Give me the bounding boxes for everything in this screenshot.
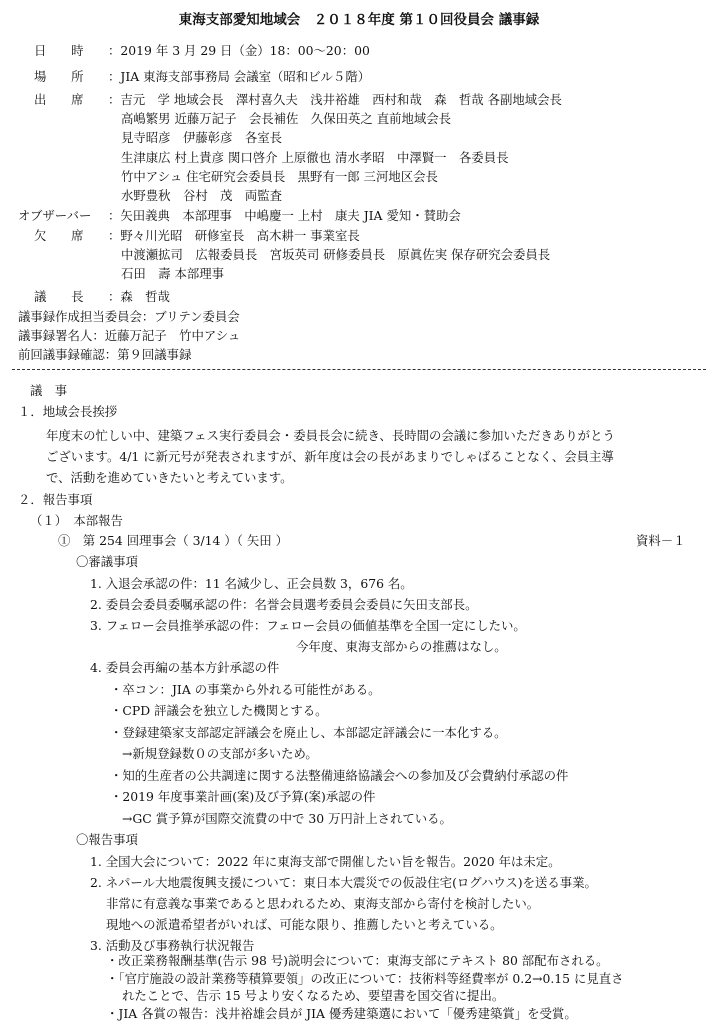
chair-value: ：森 哲哉: [108, 289, 170, 304]
agenda-heading: 議 事: [30, 383, 68, 398]
minutes-signers: 議事録署名人：近藤万記子 竹中アシュ: [18, 328, 241, 343]
attendees-line: 生津康広 村上貴彦 関口啓介 上原徹也 清水孝昭 中澤賢一 各委員長: [121, 150, 509, 165]
previous-minutes: 前回議事録確認：第９回議事録: [18, 347, 192, 362]
place-value: ：JIA 東海支部事務局 会議室（昭和ビル５階）: [108, 69, 371, 84]
absent-line: ：野々川光昭 研修室長 高木耕一 事業室長: [108, 228, 360, 243]
activity-bullet: ・改正業務報酬基準(告示 98 号)説明会について：東海支部にテキスト 80 部配布される。: [106, 953, 609, 968]
report-heading: 〇報告事項: [76, 832, 138, 847]
reorg-bullet: ・知的生産者の公共調達に関する法整備連絡協議会への参加及び会費納付承認の件: [110, 768, 569, 783]
reorg-bullet: →新規登録数０の支部が多いため。: [122, 746, 318, 761]
section-1-text: で、活動を進めていきたいと考えています。: [46, 470, 293, 485]
activity-bullet: れたことで、告示 15 号より安くなるため、要望書を国交省に提出。: [122, 988, 505, 1003]
activity-bullet: ・JIA 各賞の報告：浅井裕雄会員が JIA 優秀建築選において「優秀建築賞」を受賞。: [106, 1005, 577, 1021]
deliberation-item: 4. 委員会再編の基本方針承認の件: [90, 660, 280, 675]
reorg-bullet: →GC 賞予算が国際交流費の中で 30 万円計上されている。: [122, 811, 452, 826]
attendees-line: 高嶋繁男 近藤万記子 会長補佐 久保田英之 直前地域会長: [121, 111, 452, 126]
chair-label: 議 長: [34, 289, 84, 304]
reorg-bullet: ・2019 年度事業計画(案)及び予算(案)承認の件: [110, 789, 376, 804]
item-1-heading: ① 第 254 回理事会（ 3/14 ）（ 矢田 ）: [58, 533, 288, 548]
reorg-bullet: ・CPD 評議会を独立した機関とする。: [110, 703, 328, 718]
attendees-label: 出 席: [34, 92, 84, 107]
date-value: ：2019 年 3 月 29 日（金）18：00～20：00: [108, 43, 370, 58]
absent-line: 中渡瀬拡司 広報委員長 宮坂英司 研修委員長 原眞佐実 保存研究会委員長: [121, 247, 551, 262]
deliberation-item: 3. フェロー会員推挙承認の件：フェロー会員の価値基準を全国一定にしたい。: [90, 618, 526, 633]
deliberation-item: 今年度、東海支部からの推薦はなし。: [296, 639, 507, 654]
attendees-line: ：吉元 学 地域会長 澤村喜久夫 浅井裕雄 西村和哉 森 哲哉 各副地域会長: [108, 92, 562, 107]
observer-value: ：矢田義典 本部理事 中嶋慶一 上村 康夫 JIA 愛知・賛助会: [108, 208, 461, 223]
report-item: 非常に有意義な事業であると思われるため、東海支部から寄付を検討したい。: [106, 896, 540, 911]
place-label: 場 所: [34, 69, 84, 84]
deliberation-heading: 〇審議事項: [76, 554, 138, 569]
reorg-bullet: ・登録建築家支部認定評議会を廃止し、本部認定評議会に一本化する。: [110, 725, 507, 740]
section-2-heading: ２．報告事項: [18, 492, 93, 507]
activity-bullet: ・「官庁施設の設計業務等積算要領」の改正について：技術料等経費率が 0.2→0.15 に見直さ: [106, 970, 624, 986]
attendees-line: 水野豊秋 谷村 茂 両監査: [121, 188, 283, 203]
document-title: 東海支部愛知地域会 ２０１８年度 第１０回役員会 議事録: [178, 12, 540, 28]
absent-line: 石田 壽 本部理事: [121, 266, 225, 281]
absent-label: 欠 席: [34, 228, 84, 243]
attendees-line: 見寺昭彦 伊藤彰彦 各室長: [121, 130, 283, 145]
reorg-bullet: ・卒コン：JIA の事業から外れる可能性がある。: [110, 682, 381, 697]
dashed-separator: [12, 369, 706, 370]
deliberation-item: 1. 入退会承認の件：11 名減少し、正会員数 3，676 名。: [90, 576, 413, 591]
section-1-text: 年度末の忙しい中、建築フェス実行委員会・委員長会に続き、長時間の会議に参加いただきありがとう: [46, 428, 615, 443]
section-1-text: ございます。4/1 に新元号が発表されますが、新年度は会の長があまりでしゃばることなく、会員主導: [46, 449, 614, 464]
subsection-heading: （１） 本部報告: [30, 513, 123, 528]
date-label: 日 時: [34, 43, 84, 58]
report-item: 3. 活動及び事務執行状況報告: [90, 938, 255, 953]
attendees-line: 竹中アシュ 住宅研究会委員長 黒野有一郎 三河地区会長: [121, 169, 438, 184]
report-item: 現地への派遣希望者がいれば、可能な限り、推薦したいと考えている。: [106, 917, 503, 932]
material-reference: 資料－１: [636, 533, 686, 548]
deliberation-item: 2. 委員会委員委嘱承認の件：名誉会員選考委員会委員に矢田支部長。: [90, 597, 478, 612]
report-item: 2. ネパール大地震復興支援について：東日本大震災での仮設住宅(ログハウス)を送る事業。: [90, 875, 597, 890]
observer-label: オブザーバー: [18, 208, 92, 223]
section-1-heading: １．地域会長挨拶: [18, 404, 118, 419]
report-item: 1. 全国大会について：2022 年に東海支部で開催したい旨を報告。2020 年は未定。: [90, 854, 561, 869]
minutes-committee: 議事録作成担当委員会：ブリテン委員会: [18, 309, 240, 324]
